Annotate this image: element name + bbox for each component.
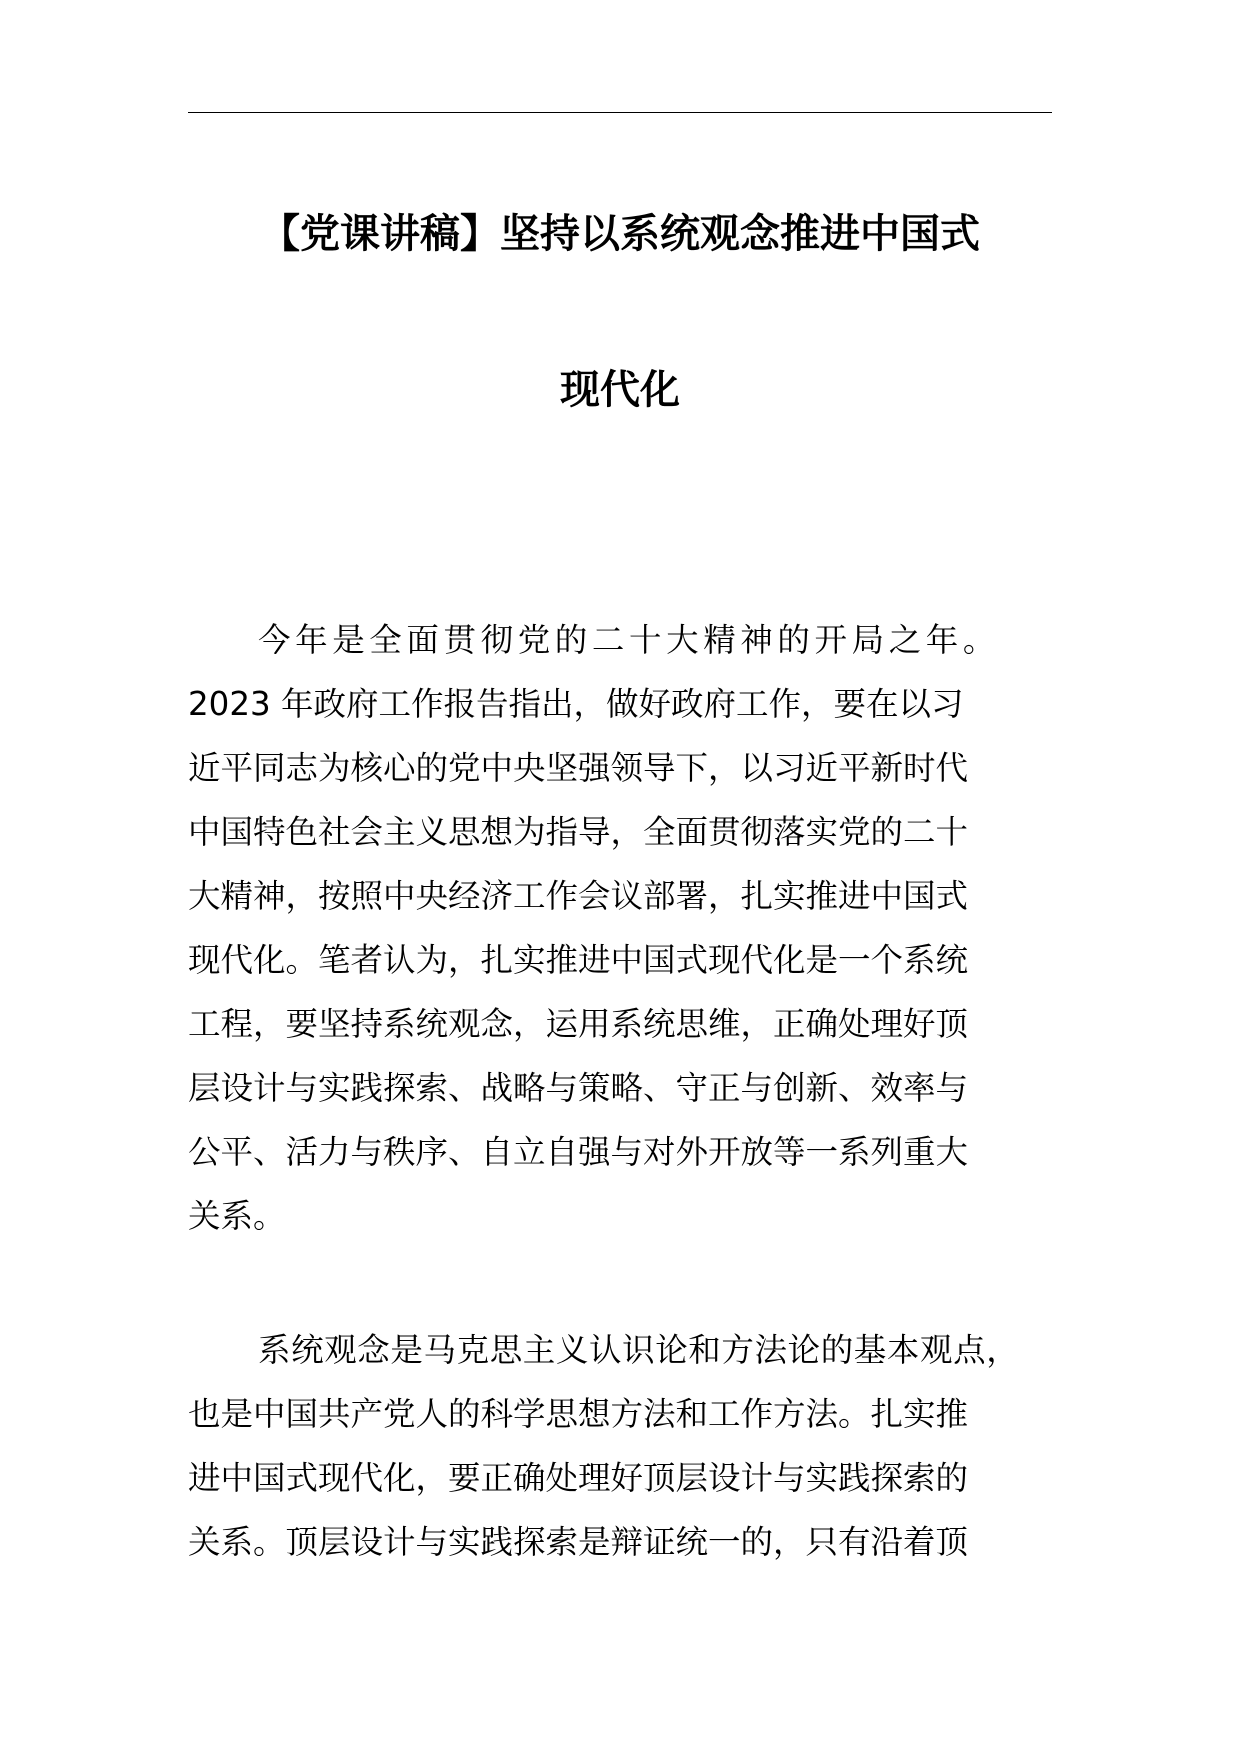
paragraph-line: 今年是全面贯彻党的二十大精神的开局之年。	[258, 621, 1001, 659]
paragraph-line: 系统观念是马克思主义认识论和方法论的基本观点，	[258, 1331, 1020, 1369]
paragraph-line: 近平同志为核心的党中央坚强领导下，以习近平新时代	[188, 749, 969, 787]
paragraph-line: 现代化。笔者认为，扎实推进中国式现代化是一个系统	[188, 941, 969, 979]
body-paragraph-1	[188, 608, 1052, 1248]
paragraph-line: 关系。顶层设计与实践探索是辩证统一的，只有沿着顶	[188, 1523, 969, 1561]
document-title-line-2: 现代化	[560, 367, 680, 413]
paragraph-line: 大精神，按照中央经济工作会议部署，扎实推进中国式	[188, 877, 969, 915]
header-rule	[188, 112, 1052, 113]
document-title-line-1: 【党课讲稿】坚持以系统观念推进中国式	[260, 211, 980, 257]
paragraph-line: 关系。	[188, 1197, 286, 1235]
paragraph-line: 工程，要坚持系统观念，运用系统思维，正确处理好顶	[188, 1005, 969, 1043]
paragraph-line: 2023 年政府工作报告指出，做好政府工作，要在以习	[188, 685, 964, 723]
paragraph-line: 层设计与实践探索、战略与策略、守正与创新、效率与	[188, 1069, 969, 1107]
paragraph-line: 进中国式现代化，要正确处理好顶层设计与实践探索的	[188, 1459, 969, 1497]
body-paragraph-2	[188, 1318, 1052, 1574]
paragraph-line: 也是中国共产党人的科学思想方法和工作方法。扎实推	[188, 1395, 969, 1433]
paragraph-line: 公平、活力与秩序、自立自强与对外开放等一系列重大	[188, 1133, 969, 1171]
paragraph-line: 中国特色社会主义思想为指导，全面贯彻落实党的二十	[188, 813, 969, 851]
